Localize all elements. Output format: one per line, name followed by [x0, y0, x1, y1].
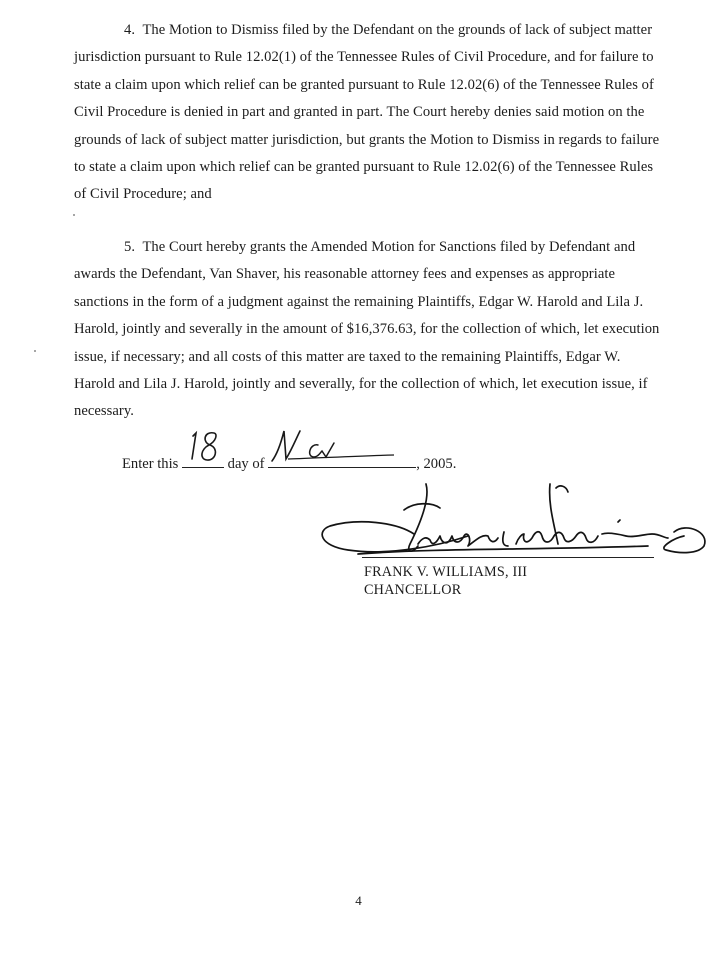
- signer-title: CHANCELLOR: [364, 582, 462, 598]
- paragraph-number: 5.: [124, 239, 136, 255]
- signature-line: [362, 557, 654, 558]
- scan-speck: [34, 350, 36, 352]
- paragraph-text: The Court hereby grants the Amended Motion for Sanctions filed by Defendant and awards the Defendant, Van Shaver, his reasonable attorney fees and expenses as appropriate sanctions in the form of a judgment against the remaining Plaintiffs, Edgar W. Harold and Lila J. Harold, jointly and severally in the amount of $16,376.63, for the collection of which, let execution issue, if necessary; and all costs of this matter are taxed to the remaining Plaintiffs, Edgar W. Harold and Lila J. Harold, jointly and severally, for the collection of which, let execution issue, if necessary.: [74, 239, 660, 420]
- paragraph-number: 4.: [124, 22, 136, 38]
- scan-speck: [73, 214, 75, 216]
- entry-suffix: , 2005.: [416, 456, 457, 472]
- signer-name: FRANK V. WILLIAMS, III: [364, 564, 528, 580]
- handwritten-month: [268, 425, 418, 467]
- chancellor-signature: [318, 474, 713, 566]
- entry-prefix: Enter this: [122, 456, 179, 472]
- handwritten-day: [182, 425, 230, 467]
- paragraph-4: [74, 17, 664, 209]
- month-blank: [268, 451, 416, 468]
- paragraph-text: The Motion to Dismiss filed by the Defendant on the grounds of lack of subject matter jurisdiction pursuant to Rule 12.02(1) of the Tennessee Rules of Civil Procedure, and for failure to state a claim upon which relief can be granted pursuant to Rule 12.02(6) of the Tennessee Rules of Civil Procedure is denied in part and granted in part. The Court hereby denies said motion on the grounds of lack of subject matter jurisdiction, but grants the Motion to Dismiss in regards to failure to state a claim upon which relief can be granted pursuant to Rule 12.02(6) of the Tennessee Rules of Civil Procedure; and: [74, 22, 660, 203]
- entry-date-line: [122, 451, 682, 474]
- entry-middle: day of: [227, 456, 265, 472]
- day-blank: [182, 451, 224, 468]
- paragraph-5: [74, 234, 664, 426]
- page-number: 4: [355, 893, 362, 908]
